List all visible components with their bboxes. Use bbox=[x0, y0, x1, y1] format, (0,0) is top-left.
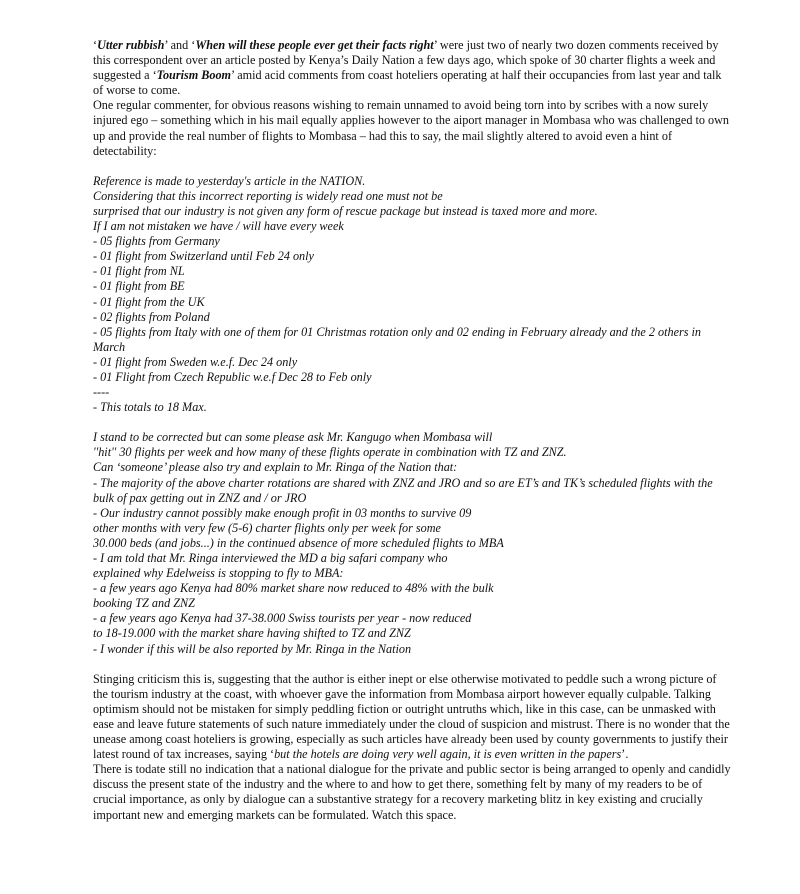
commenter-paragraph: One regular commenter, for obvious reasons wishing to remain unnamed to avoid being torn into by scribes with a now surely injured ego – something which in his mail equally applies however to the aiport manager in Mombasa who was challenged to own up and provide the real number of flights to Mombasa – had this to say, the mail slightly altered to avoid even a hint of detectability: bbox=[93, 98, 729, 158]
quote-line: explained why Edelweiss is stopping to fly to MBA: bbox=[93, 566, 344, 581]
quote-line: Reference is made to yesterday's article in the NATION. bbox=[93, 173, 366, 188]
quoted-mail-part-2 bbox=[93, 430, 733, 656]
quote-line: - 05 flights from Germany bbox=[93, 234, 220, 249]
quote-line: - 01 flight from Sweden w.e.f. Dec 24 only bbox=[93, 354, 298, 369]
quote-line: - 01 flight from NL bbox=[93, 264, 185, 279]
quote-line: - a few years ago Kenya had 80% market share now reduced to 48% with the bulk bbox=[93, 581, 494, 596]
intro-phrase-facts-right: When will these people ever get their facts right bbox=[195, 38, 434, 52]
quote-line: - 01 flight from the UK bbox=[93, 294, 205, 309]
criticism-paragraph bbox=[93, 672, 733, 763]
quoted-mail-part-1 bbox=[93, 174, 733, 416]
quote-line: I stand to be corrected but can some please ask Mr. Kangugo when Mombasa will bbox=[93, 430, 493, 445]
quote-line: Can ‘someone’ please also try and explain to Mr. Ringa of the Nation that: bbox=[93, 460, 458, 475]
quote-line: booking TZ and ZNZ bbox=[93, 596, 195, 611]
criticism-text-tail: ’. bbox=[621, 747, 629, 762]
quote-line: ---- bbox=[93, 385, 110, 400]
quote-line: 30.000 beds (and jobs...) in the continued absence of more scheduled flights to MBA bbox=[93, 535, 504, 550]
quote-line: - 05 flights from Italy with one of them for 01 Christmas rotation only and 02 ending in February already and the 2 others in March bbox=[93, 324, 701, 354]
quote-line: other months with very few (5-6) charter flights only per week for some bbox=[93, 520, 441, 535]
quote-line: Considering that this incorrect reporting is widely read one must not be bbox=[93, 188, 443, 203]
quote-line: - I am told that Mr. Ringa interviewed the MD a big safari company who bbox=[93, 551, 448, 565]
quote-line: - 01 flight from BE bbox=[93, 279, 185, 294]
quote-line: to 18-19.000 with the market share having shifted to TZ and ZNZ bbox=[93, 626, 411, 641]
intro-phrase-utter-rubbish: Utter rubbish bbox=[97, 38, 165, 52]
spacer bbox=[93, 657, 733, 672]
quote-line: If I am not mistaken we have / will have every week bbox=[93, 219, 344, 234]
spacer bbox=[93, 159, 733, 174]
intro-quote-open: ‘ bbox=[93, 38, 98, 52]
intro-phrase-tourism-boom: Tourism Boom bbox=[156, 68, 232, 83]
quote-line: - I wonder if this will be also reported by Mr. Ringa in the Nation bbox=[93, 641, 412, 656]
quote-line: - 02 flights from Poland bbox=[93, 309, 210, 324]
intro-text-2: ’ were just two of nearly two dozen comments received by this correspondent over an article posted by Kenya’s Daily Nation a few days ago, which spoke of 30 charter flights a week and suggested a ‘ bbox=[93, 38, 719, 83]
criticism-quote-italic: but the hotels are doing very well again, it is even written in the papers bbox=[274, 747, 622, 762]
closing-paragraph: There is todate still no indication that a national dialogue for the private and public sector is being arranged to openly and candidly discuss the present state of the industry and the where to and how to get there, something felt by many of my readers to be of crucial importance, as only by dialogue can a substantive strategy for a recovery marketing blitz in key existing and crucially important new and emerging markets can be formulated. Watch this space. bbox=[93, 762, 731, 822]
quote-line: ''hit'' 30 flights per week and how many of these flights operate in combination with TZ and ZNZ. bbox=[93, 445, 567, 460]
article-page bbox=[93, 38, 733, 823]
intro-text-3: ’ amid acid comments from coast hoteliers operating at half their occupancies from last year and talk of worse to come. bbox=[93, 68, 722, 98]
quote-line: - The majority of the above charter rotations are shared with ZNZ and JRO and so are ET’s and TK’s scheduled flights with the bulk of pax getting out in ZNZ and / or JRO bbox=[93, 475, 713, 505]
quote-line: - 01 Flight from Czech Republic w.e.f Dec 28 to Feb only bbox=[93, 369, 372, 384]
criticism-text: Stinging criticism this is, suggesting that the author is either inept or else otherwise motivated to peddle such a wrong picture of the tourism industry at the coast, with whoever gave the information from Mombasa airport however equally culpable. Talking optimism should not be mistaken for simply peddling fiction or outright untruths which, like in this case, can be unmasked with ease and leave future statements of such nature immediately under the cloud of suspicion and mistrust. There is no wonder that the unease among coast hoteliers is growing, especially as such articles have already been used by county governments to justify their latest round of tax increases, saying ‘ bbox=[93, 671, 730, 762]
intro-paragraph bbox=[93, 38, 733, 98]
intro-text-1: ’ and ‘ bbox=[164, 38, 196, 52]
spacer bbox=[93, 415, 733, 430]
quote-line: - Our industry cannot possibly make enough profit in 03 months to survive 09 bbox=[93, 505, 472, 520]
quote-line: surprised that our industry is not given any form of rescue package but instead is taxed more and more. bbox=[93, 203, 598, 218]
quote-line: - a few years ago Kenya had 37-38.000 Swiss tourists per year - now reduced bbox=[93, 611, 472, 626]
quote-line: - 01 flight from Switzerland until Feb 24 only bbox=[93, 249, 314, 264]
quote-line: - This totals to 18 Max. bbox=[93, 400, 207, 415]
